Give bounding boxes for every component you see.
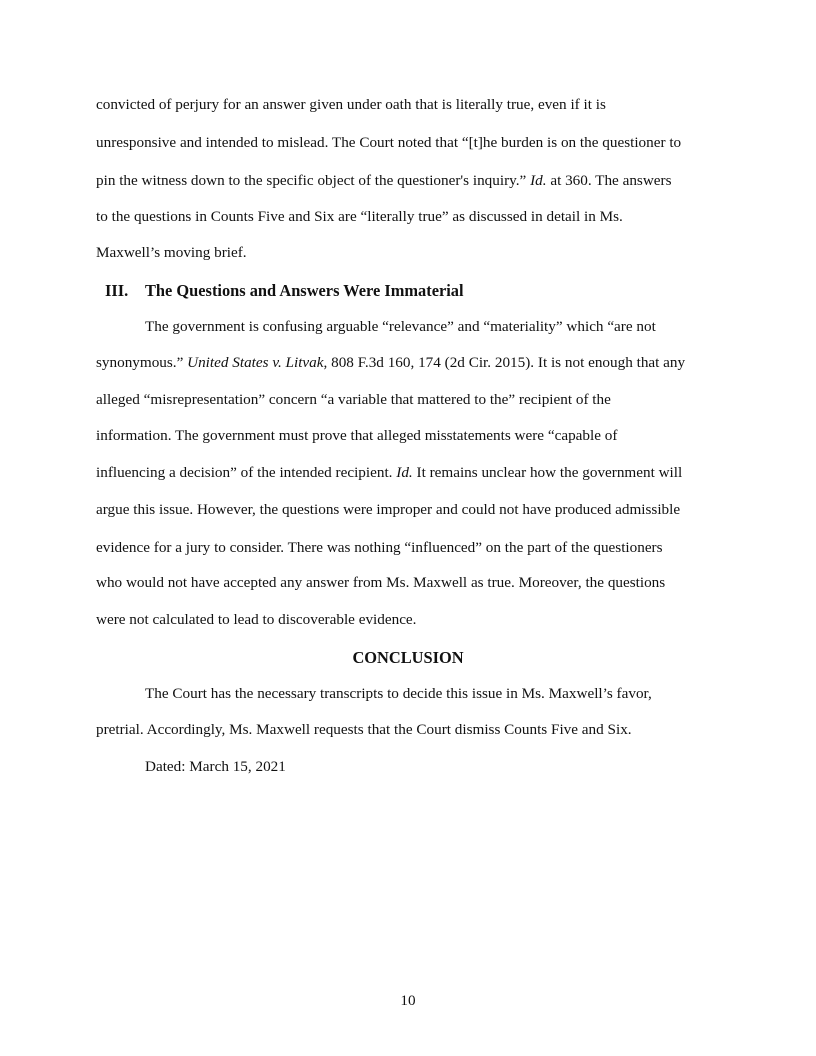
body-text-line: who would not have accepted any answer from Ms. Maxwell as true. Moreover, the questions <box>96 574 666 591</box>
body-text-line: information. The government must prove that alleged misstatements were “capable of <box>96 427 618 444</box>
body-text: , 808 F.3d 160, 174 (2d Cir. 2015). It is not enough that any <box>323 354 686 371</box>
body-text-line <box>96 354 685 372</box>
body-text-line <box>96 464 682 482</box>
body-text-line: evidence for a jury to consider. There was nothing “influenced” on the part of the questioners <box>96 539 663 556</box>
body-text: synonymous.” <box>96 354 188 371</box>
body-text-line: unresponsive and intended to mislead. The Court noted that “[t]he burden is on the questioner to <box>96 134 682 151</box>
page-number: 10 <box>400 992 416 1009</box>
citation-italic: Id. <box>396 464 413 481</box>
section-number: III. <box>105 281 129 300</box>
case-name-italic: United States v. Litvak <box>187 354 324 371</box>
conclusion-heading: CONCLUSION <box>352 648 464 667</box>
dated-line: Dated: March 15, 2021 <box>145 758 286 775</box>
body-text-line: The Court has the necessary transcripts to decide this issue in Ms. Maxwell’s favor, <box>145 685 652 702</box>
body-text: pin the witness down to the specific object of the questioner's inquiry.” <box>96 172 531 189</box>
body-text-line: The government is confusing arguable “relevance” and “materiality” which “are not <box>145 318 656 335</box>
body-text-line: Maxwell’s moving brief. <box>96 244 247 261</box>
body-text: influencing a decision” of the intended recipient. <box>96 464 397 481</box>
body-text-line: pretrial. Accordingly, Ms. Maxwell requests that the Court dismiss Counts Five and Six. <box>96 721 632 738</box>
body-text: It remains unclear how the government will <box>412 464 683 481</box>
body-text: at 360. The answers <box>546 172 672 189</box>
body-text-line: were not calculated to lead to discoverable evidence. <box>96 611 417 628</box>
section-title: The Questions and Answers Were Immaterial <box>145 281 464 300</box>
body-text-line: convicted of perjury for an answer given under oath that is literally true, even if it is <box>96 96 606 113</box>
section-heading <box>105 281 464 301</box>
body-text-line: argue this issue. However, the questions were improper and could not have produced admissible <box>96 501 681 518</box>
body-text-line: to the questions in Counts Five and Six are “literally true” as discussed in detail in Ms. <box>96 208 623 225</box>
body-text-line: alleged “misrepresentation” concern “a variable that mattered to the” recipient of the <box>96 391 611 408</box>
citation-italic: Id. <box>530 172 547 189</box>
body-text-line <box>96 172 672 190</box>
